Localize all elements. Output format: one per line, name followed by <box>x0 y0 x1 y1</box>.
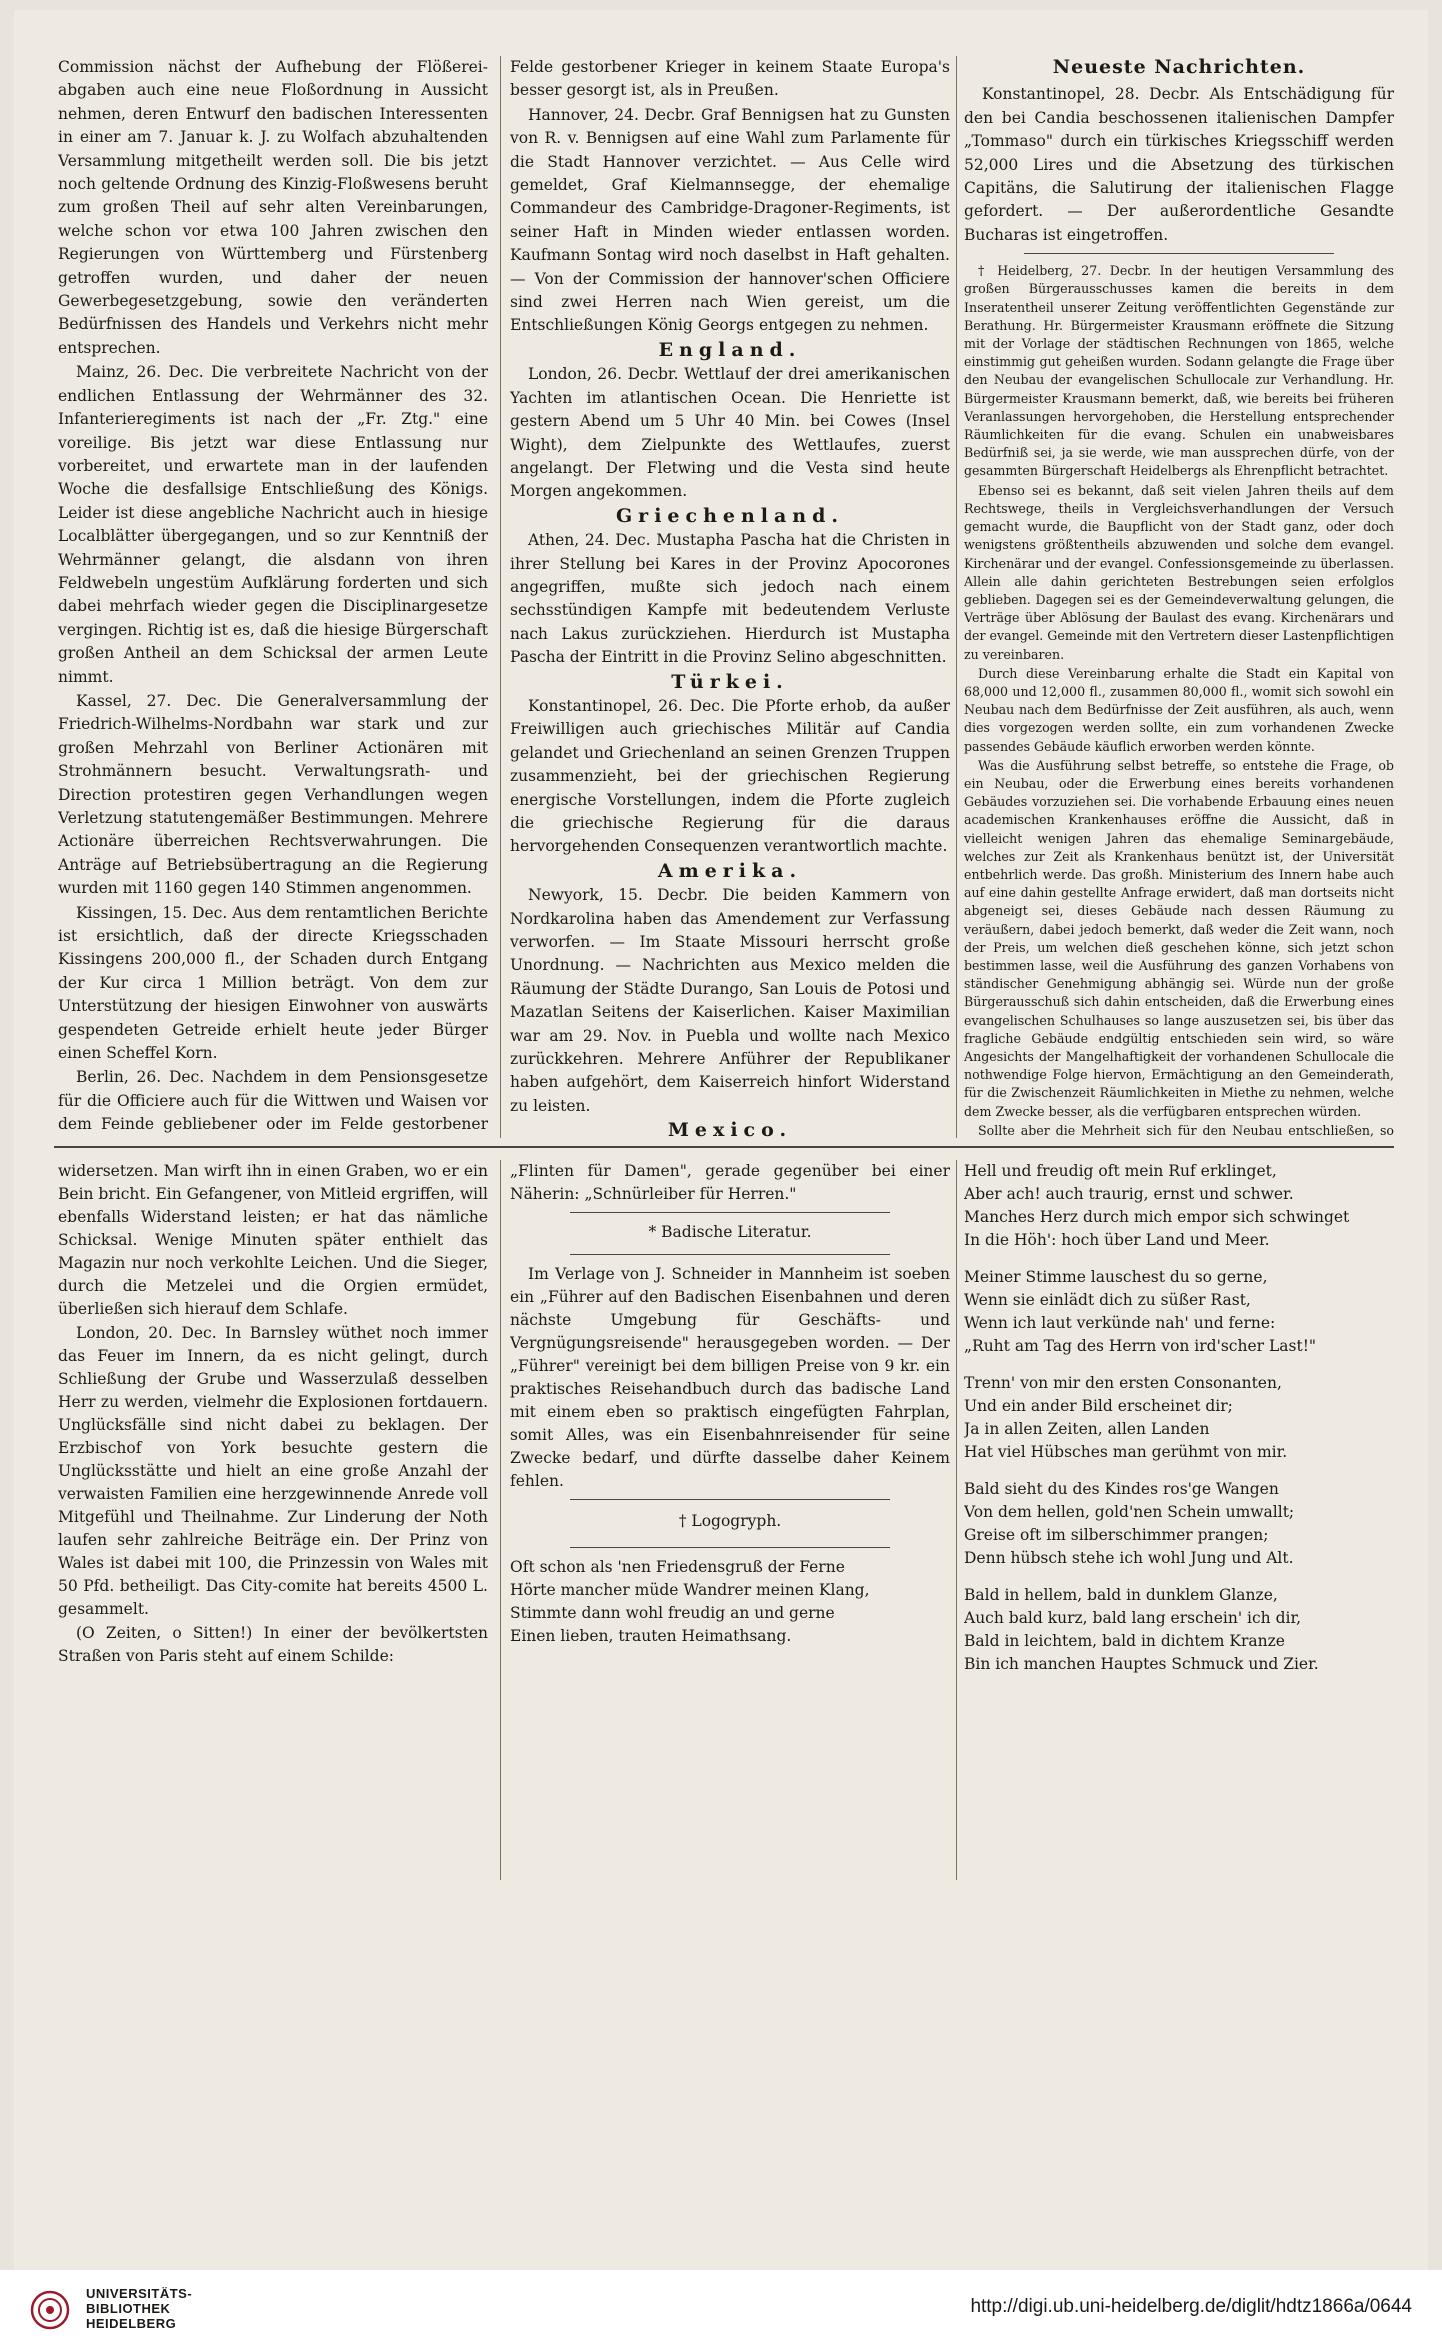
separator <box>570 1547 890 1548</box>
article-paragraph: Newyork, 15. Decbr. Die beiden Kammern von Nordkarolina haben das Amendement zur Verfassung verworfen. — Im Staate Missouri herrscht große Unordnung. — Nachrichten aus Mexico melden die Räumung der Städte Durango, San Louis de Potosi und Mazatlan Seitens der Kaiserlichen. Kaiser Maximilian war am 29. Nov. in Puebla und wollte nach Mexico zurückkehren. Mehrere Anführer der Republikaner haben aufgehört, dem Kaiserreich hinfort Widerstand zu leisten. <box>510 886 950 1115</box>
poem-line: Ja in allen Zeiten, allen Landen <box>964 1420 1210 1438</box>
article-paragraph: Kissingen, 15. Dec. Aus dem rentamtlichen Berichte ist ersichtlich, daß der directe Kriegsschaden Kissingens 200,000 fl., der Schaden durch Entgang der Kur circa 1 Million beträgt. Von dem zur Unterstützung der hiesigen Einwohner von auswärts gespendeten Getreide erhielt heute jeder Bürger einen Scheffel Korn. <box>58 903 488 1063</box>
separator <box>570 1499 890 1500</box>
article-paragraph: Konstantinopel, 26. Dec. Die Pforte erhob, da außer Freiwilligen auch griechisches Militär auf Candia gelandet und Griechenland an seinen Grenzen Truppen zusammenzieht, bei der griechischen Regierung energische Vorstellungen, indem die Pforte zugleich die griechische Regierung für die daraus hervorgehenden Consequenzen verantwortlich machte. <box>510 696 950 856</box>
article-paragraph: Kassel, 27. Dec. Die Generalversammlung der Friedrich-Wilhelms-Nordbahn war stark und zur großen Mehrzahl von Berliner Actionären mit Strohmännern besucht. Verwaltungsrath- und Direction protestiren gegen Verhandlungen wegen Verletzung statutengemäßer Bestimmungen. Mehrere Actionäre überreichen Rechtsverwahrungen. Die Anträge auf Betriebsübertragung an die Regierung wurden mit 1160 gegen 140 Stimmen angenommen. <box>58 691 488 898</box>
poem-line: Bald in leichtem, bald in dichtem Kranze <box>964 1632 1285 1650</box>
latest-news-heading: Neueste Nachrichten. <box>1052 56 1306 78</box>
poem-stanza <box>964 1478 1394 1570</box>
separator <box>1024 253 1334 254</box>
poem-line: Wenn sie einlädt dich zu süßer Rast, <box>964 1291 1251 1309</box>
article-paragraph: Berlin, 26. Dec. Nachdem in dem Pensionsgesetze für die Officiere auch für die Wittwen und Waisen vor dem Feinde gebliebener oder im Felde gestorbener <box>58 1068 488 1134</box>
poem-line: Hell und freudig oft mein Ruf erklinget, <box>964 1162 1277 1180</box>
article-paragraph: (O Zeiten, o Sitten!) In einer der bevölkertsten Straßen von Paris steht auf einem Schilde: <box>58 1624 488 1665</box>
poem-stanza <box>964 1584 1394 1676</box>
article-paragraph: Commission nächst der Aufhebung der Flößerei-abgaben auch eine neue Floßordnung in Aussicht nehmen, deren Entwurf den badischen Interessenten in einer am 7. Januar k. J. zu Wolfach abzuhaltenden Versammlung mitgetheilt werden soll. Die bis jetzt noch geltende Ordnung des Kinzig-Floßwesens beruht zum großen Theil auf sehr alten Vereinbarungen, welche schon vor etwa 100 Jahren zwischen den Regierungen von Württemberg und Fürstenberg getroffen wurden, und daher der neuen Gewerbegesetzgebung, sowie den veränderten Bedürfnissen des Handels und Verkehrs nicht mehr entsprechen. <box>58 58 488 357</box>
logo-line: HEIDELBERG <box>86 2316 177 2331</box>
poem-line: Stimmte dann wohl freudig an und gerne <box>510 1604 835 1622</box>
bottom-column-3 <box>964 1160 1394 1960</box>
bottom-column-2 <box>510 1160 950 1960</box>
column-divider <box>500 1160 501 1880</box>
poem-line: Greise oft im silberschimmer prangen; <box>964 1526 1269 1544</box>
column-divider <box>956 1160 957 1880</box>
poem-line: Aber ach! auch traurig, ernst und schwer. <box>964 1185 1294 1203</box>
column-3 <box>964 56 1394 1138</box>
poem-line: Bin ich manchen Hauptes Schmuck und Zier. <box>964 1655 1319 1673</box>
section-heading: † Logogryph. <box>678 1512 782 1530</box>
bottom-column-1 <box>58 1160 488 1960</box>
article-paragraph: † Heidelberg, 27. Decbr. In der heutigen Versammlung des großen Bürgerausschusses kamen die bereits in dem Inseratentheil unserer Zeitung veröffentlichten Gegenstände zur Berathung. Hr. Bürgermeister Krausmann eröffnete die Sitzung mit der Vorlage der städtischen Rechnungen von 1865, welche einstimmig gut geheißen wurden. Sodann gelangte die Frage über den Neubau der evangelischen Schullocale zur Verhandlung. Hr. Bürgermeister Krausmann bemerkt, daß, wie bereits bei früheren Veranlassungen hervorgehoben, die Herstellung entsprechender Räumlichkeiten für die evang. Schulen ein unabweisbares Bedürfniß sei, ja sie werde, wie man aussprechen dürfe, von der gesammten Bürgerschaft Heidelbergs als Ehrenpflicht betrachtet. <box>964 263 1394 479</box>
article-paragraph: Im Verlage von J. Schneider in Mannheim ist soeben ein „Führer auf den Badischen Eisenbahnen und deren nächste Umgebung für Geschäfts- und Vergnügungsreisende" herausgegeben worden. — Der „Führer" vereinigt bei dem billigen Preise von 9 kr. ein praktisches Reisehandbuch durch das badische Land mit einem eben so praktisch eingefügten Fahrplan, somit Alles, was ein Eisenbahnreisender für seine Zwecke bedarf, und dürfte dasselbe daher Keinem fehlen. <box>510 1265 950 1490</box>
poem-line: Meiner Stimme lauschest du so gerne, <box>964 1268 1268 1286</box>
article-paragraph: Athen, 24. Dec. Mustapha Pascha hat die Christen in ihrer Stellung bei Kares in der Provinz Apocorones angegriffen, mußte sich jedoch nach einem sechsstündigen Kampfe mit bedeutendem Verluste nach Lakus zurückziehen. Hierdurch ist Mustapha Pascha der Eintritt in die Provinz Selino abgeschnitten. <box>510 531 950 667</box>
article-paragraph: „Flinten für Damen", gerade gegenüber bei einer Näherin: „Schnürleiber für Herren." <box>510 1162 950 1203</box>
feuilleton-rule <box>54 1146 1394 1148</box>
poem-line: Auch bald kurz, bald lang erschein' ich dir, <box>964 1609 1302 1627</box>
article-paragraph: Mainz, 26. Dec. Die verbreitete Nachricht von der endlichen Entlassung der Wehrmänner des 32. Infanterieregiments ist nach der „Fr. Ztg." eine voreilige. Bis jetzt war diese Entlassung nur vorbereitet, und erwartete man in der laufenden Woche die desfallsige Entschließung des Königs. Leider ist diese angebliche Nachricht auch in hiesige Localblätter übergegangen, und so zur Kenntniß der Wehrmänner gelangt, die alsdann von ihren Feldwebeln ungestüm Aufklärung forderten und sich dabei mehrfach wieder gegen die Disciplinargesetze vergingen. Richtig ist es, daß die hiesige Bürgerschaft großen Antheil an dem Schicksal der armen Leute nimmt. <box>58 363 488 686</box>
article-paragraph: London, 20. Dec. In Barnsley wüthet noch immer das Feuer im Innern, da es nicht gelingt, durch Schließung der Grube und Wasserzulaß desselben Herr zu werden, vielmehr die Explosionen fortdauern. Unglücksfälle sind nicht dabei zu beklagen. Der Erzbischof von York besuchte gestern die Unglücksstätte und hielt an eine große Anzahl der verwaisten Familien eine herzgewinnende Anrede voll Mitgefühl und Theilnahme. Zur Linderung der Noth laufen sehr zahlreiche Beiträge ein. Der Prinz von Wales ist dabei mit 100, die Prinzessin von Wales mit 50 Pfd. betheiligt. Das City-comite hat bereits 4500 L. gesammelt. <box>58 1324 488 1618</box>
poem-line: Hat viel Hübsches man gerühmt von mir. <box>964 1443 1288 1461</box>
poem-line: Denn hübsch stehe ich wohl Jung und Alt. <box>964 1549 1294 1567</box>
poem-stanza <box>964 1372 1394 1464</box>
poem-line: Hörte mancher müde Wandrer meinen Klang, <box>510 1581 870 1599</box>
column-1 <box>58 56 488 1138</box>
section-heading: Griechenland. <box>615 504 845 527</box>
poem-line: Einen lieben, trauten Heimathsang. <box>510 1627 792 1645</box>
section-heading: Türkei. <box>671 670 789 693</box>
article-paragraph: Sollte aber die Mehrheit sich für den Neubau entschließen, so <box>978 1122 1394 1138</box>
article-paragraph: Konstantinopel, 28. Decbr. Als Entschädigung für den bei Candia beschossenen italienischen Dampfer „Tommaso" durch ein türkisches Kriegsschiff werden 52,000 Lires und die Absetzung des türkischen Capitäns, die Salutirung der italienischen Flagge gefordert. — Der außerordentliche Gesandte Bucharas ist eingetroffen. <box>964 85 1394 244</box>
poem-stanza <box>510 1556 950 1648</box>
article-paragraph: London, 26. Decbr. Wettlauf der drei amerikanischen Yachten im atlantischen Ocean. Die Henriette ist gestern Abend um 5 Uhr 40 Min. bei Cowes (Insel Wight), dem Zielpunkte des Wettlaufes, zuerst angelangt. Der Fletwing und die Vesta sind heute Morgen angekommen. <box>510 365 950 501</box>
small-print-section <box>964 262 1394 1138</box>
digitization-footer <box>0 2270 1442 2350</box>
section-heading: Amerika. <box>657 859 803 882</box>
section-heading: * Badische Literatur. <box>648 1223 812 1241</box>
poem-line: „Ruht am Tag des Herrn von ird'scher Last!" <box>964 1337 1317 1355</box>
article-paragraph: Ebenso sei es bekannt, daß seit vielen Jahren theils auf dem Rechtswege, theils in Vergleichsverhandlungen der Versuch gemacht wurde, die Baupflicht von der Stadt ganz, oder doch wenigstens größtentheils abzuwenden und solche dem evangel. Kirchenärar und der evangel. Confessionsgemeinde zu überlassen. Allein alle dahin gerichteten Bestrebungen seien erfolglos geblieben. Dagegen sei es der Gemeindeverwaltung gelungen, die Verträge über Ablösung der Baulast des evang. Kirchenärars und der evangel. Gemeinde mit den Vertretern dieser Lastenpflichtigen zu vereinbaren. <box>964 482 1394 662</box>
poem-line: Bald sieht du des Kindes ros'ge Wangen <box>964 1480 1279 1498</box>
section-heading: England. <box>658 338 802 361</box>
poem-line: Oft schon als 'nen Friedensgruß der Ferne <box>510 1558 845 1576</box>
article-paragraph: Durch diese Vereinbarung erhalte die Stadt ein Kapital von 68,000 und 12,000 fl., zusammen 80,000 fl., womit sich sowohl ein Neubau nach dem Bedürfnisse der Zeit ausführen, als auch, wenn dies vorgezogen werden sollte, ein zum vorhandenen Zwecke passendes Gebäude käuflich erworben werden könnte. <box>964 665 1394 754</box>
article-paragraph: Felde gestorbener Krieger in keinem Staate Europa's besser gesorgt ist, als in Preußen. <box>510 58 950 100</box>
library-logo-text <box>86 2286 192 2331</box>
poem-line: Bald in hellem, bald in dunklem Glanze, <box>964 1586 1278 1604</box>
logo-line: UNIVERSITÄTS- <box>86 2286 193 2301</box>
poem-line: Wenn ich laut verkünde nah' und ferne: <box>964 1314 1276 1332</box>
article-paragraph: Hannover, 24. Decbr. Graf Bennigsen hat zu Gunsten von R. v. Bennigsen auf eine Wahl zum Parlamente für die Stadt Hannover verzichtet. — Aus Celle wird gemeldet, Graf Kielmannsegge, der ehemalige Commandeur des Cambridge-Dragoner-Regiments, ist seiner Haft in Minden wieder entlassen worden. Kaufmann Sontag wird noch daselbst in Haft gehalten. — Von der Commission der hannover'schen Officiere sind zwei Herren nach Wien gereist, um die Entschließungen König Georgs entgegen zu nehmen. <box>510 105 950 335</box>
source-url-link[interactable]: http://digi.ub.uni-heidelberg.de/diglit/hdtz1866a/0644 <box>970 2296 1412 2317</box>
newspaper-page <box>14 10 1428 2270</box>
poem-stanza <box>964 1266 1394 1358</box>
column-divider <box>500 56 501 1138</box>
poem-line: Und ein ander Bild erscheinet dir; <box>964 1397 1233 1415</box>
university-library-logo-icon <box>30 2290 70 2330</box>
poem-line: Manches Herz durch mich empor sich schwinget <box>964 1208 1350 1226</box>
logo-line: BIBLIOTHEK <box>86 2301 171 2316</box>
poem-stanza <box>964 1160 1394 1252</box>
article-paragraph: Was die Ausführung selbst betreffe, so entstehe die Frage, ob ein Neubau, oder die Erwerbung eines bereits vorhandenen Gebäudes vorzuziehen sei. Die vorhabende Erbauung eines neuen academischen Krankenhauses eröffne die Aussicht, daß in vielleicht wenigen Jahren das ehemalige Seminargebäude, welches zur Zeit als Krankenhaus benützt ist, der Universität entbehrlich werde. Das großh. Ministerium des Innern habe auch auf eine dahin gestellte Anfrage erwidert, daß man dortseits nicht abgeneigt sei, dieses Gebäude nach dessen Räumung zu veräußern, dabei jedoch bemerkt, daß weder die Zeit wann, noch der Preis, um welchen dieß geschehen könne, sich jetzt schon bestimmen lasse, weil die Ausführung des ganzen Vorhabens von ständischer Genehmigung abhängig sei. Würde nun der große Bürgerausschuß sich dahin entscheiden, daß die Erwerbung eines evangelischen Schulhauses so lange auszusetzen sei, bis über das fragliche Gebäude endgültig entschieden sein wird, so wäre Angesichts der Mangelhaftigkeit der vorhandenen Schullocale die nothwendige Folge hiervon, Ermächtigung an den Gemeinderath, für die Zwischenzeit Räumlichkeiten in Miethe zu nehmen, welche dem Zwecke besser, als die verfügbaren entsprechen würden. <box>964 757 1394 1119</box>
separator <box>570 1212 890 1213</box>
section-heading: Mexico. <box>667 1119 793 1138</box>
poem-line: Trenn' von mir den ersten Consonanten, <box>964 1374 1282 1392</box>
column-divider <box>956 56 957 1138</box>
poem-line: Von dem hellen, gold'nen Schein umwallt; <box>964 1503 1295 1521</box>
separator <box>570 1254 890 1255</box>
column-2 <box>510 56 950 1138</box>
article-paragraph: widersetzen. Man wirft ihn in einen Graben, wo er ein Bein bricht. Ein Gefangener, von Mitleid ergriffen, will ebenfalls Widerstand leisten; er hat das nämliche Schicksal. Wenige Minuten später enthielt das Magazin nur noch verkohlte Leichen. Und die Sieger, durch die Metzelei und die Orgien ermüdet, überließen sich hierauf dem Schlafe. <box>58 1162 488 1318</box>
poem-line: In die Höh': hoch über Land und Meer. <box>964 1231 1270 1249</box>
